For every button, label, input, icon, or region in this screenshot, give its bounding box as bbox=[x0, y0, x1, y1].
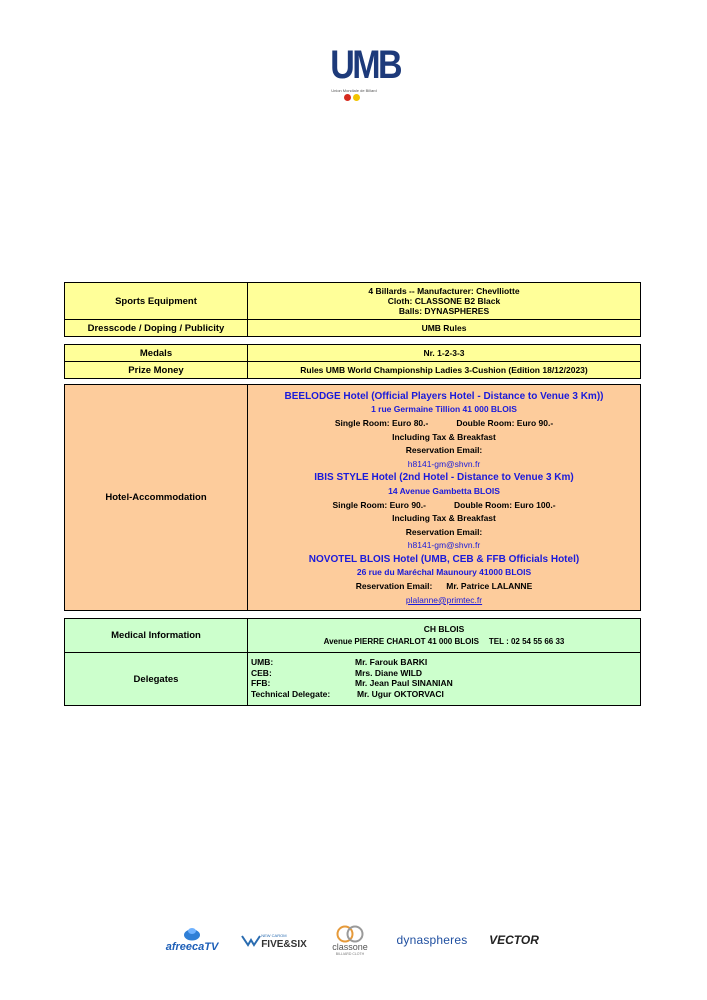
umb-logo bbox=[326, 43, 400, 102]
delegate-role: Technical Delegate: bbox=[251, 688, 331, 699]
dynaspheres-text: dynaspheres bbox=[396, 933, 468, 947]
classone-icon bbox=[334, 925, 366, 943]
hotel-1-double: Double Room: Euro 90.- bbox=[456, 417, 554, 428]
equipment-label: Sports Equipment bbox=[65, 283, 248, 320]
equipment-line-3: Balls: DYNASPHERES bbox=[398, 306, 490, 316]
delegates-list bbox=[248, 653, 641, 706]
classone-logo bbox=[322, 922, 378, 958]
hotel-3-contact: Mr. Patrice LALANNE bbox=[446, 581, 533, 592]
delegate-name: Mr. Ugur OKTORVACI bbox=[357, 688, 444, 699]
afreecatv-text: afreecaTV bbox=[165, 941, 219, 953]
logo-red-dot bbox=[344, 94, 351, 101]
medical-delegates-table bbox=[64, 618, 641, 706]
hotel-3-res-row bbox=[250, 580, 638, 594]
delegate-role: FFB: bbox=[251, 678, 271, 688]
afreecatv-logo bbox=[160, 922, 224, 958]
delegate-row bbox=[251, 668, 638, 679]
equipment-value bbox=[248, 283, 641, 320]
hotel-1-single: Single Room: Euro 80.- bbox=[334, 417, 429, 428]
hotel-1-rooms bbox=[250, 417, 638, 431]
delegate-row bbox=[251, 678, 638, 689]
equipment-line-2: Cloth: CLASSONE B2 Black bbox=[387, 296, 501, 306]
classone-sub-text: BILLIARD CLOTH bbox=[335, 951, 365, 956]
equipment-table bbox=[64, 282, 641, 337]
hotel-2-single: Single Room: Euro 90.- bbox=[332, 499, 426, 510]
logo-yellow-dot bbox=[353, 94, 360, 101]
hotel-1-address: 1 rue Germaine Tillion 41 000 BLOIS bbox=[371, 404, 517, 415]
hotel-label: Hotel-Accommodation bbox=[65, 385, 248, 611]
hotel-2-double: Double Room: Euro 100.- bbox=[453, 499, 556, 510]
hotel-3-address: 26 rue du Maréchal Maunoury 41000 BLOIS bbox=[356, 567, 532, 578]
delegate-role: CEB: bbox=[251, 667, 272, 678]
classone-text: classone bbox=[332, 941, 368, 952]
hotel-1-title: BEELODGE Hotel (Official Players Hotel - Distance to Venue 3 Km)) bbox=[284, 390, 604, 402]
medical-value bbox=[248, 619, 641, 653]
hotel-2-address: 14 Avenue Gambetta BLOIS bbox=[388, 485, 500, 496]
hotel-2-res: Reservation Email: bbox=[405, 526, 483, 537]
delegate-row bbox=[251, 657, 638, 668]
delegate-role: UMB: bbox=[251, 657, 274, 667]
medical-address-row bbox=[324, 637, 565, 646]
delegates-label: Delegates bbox=[65, 653, 248, 706]
hotel-details bbox=[248, 385, 641, 611]
fivesix-text: FIVE&SIX bbox=[261, 939, 307, 950]
hotel-3-res: Reservation Email: bbox=[355, 581, 433, 592]
vector-logo bbox=[484, 922, 544, 958]
fivesix-top-text: NEW CAROM bbox=[261, 933, 287, 938]
fivesix-logo bbox=[234, 922, 314, 958]
medical-address: Avenue PIERRE CHARLOT 41 000 BLOIS bbox=[323, 637, 479, 646]
hotel-table bbox=[64, 384, 641, 611]
prize-money-value: Rules UMB World Championship Ladies 3-Cushion (Edition 18/12/2023) bbox=[248, 362, 641, 379]
hotel-3-title: NOVOTEL BLOIS Hotel (UMB, CEB & FFB Officials Hotel) bbox=[308, 553, 580, 565]
equipment-line-1: 4 Billards -- Manufacturer: Chevlliotte bbox=[368, 286, 520, 296]
dresscode-label: Dresscode / Doping / Publicity bbox=[65, 320, 248, 337]
hotel-1-email[interactable]: h8141-gm@shvn.fr bbox=[407, 458, 481, 469]
hotel-2-title: IBIS STYLE Hotel (2nd Hotel - Distance to Venue 3 Km) bbox=[314, 472, 574, 484]
medals-value: Nr. 1-2-3-3 bbox=[248, 345, 641, 362]
delegate-name: Mrs. Diane WILD bbox=[355, 667, 423, 678]
hotel-2-email[interactable]: h8141-gm@shvn.fr bbox=[407, 540, 481, 551]
dresscode-value: UMB Rules bbox=[248, 320, 641, 337]
medical-name: CH BLOIS bbox=[423, 624, 465, 634]
delegate-row bbox=[251, 689, 638, 700]
sponsor-logos bbox=[160, 922, 550, 958]
umb-logo-text: UMB bbox=[330, 43, 400, 87]
afreecatv-icon bbox=[183, 927, 201, 941]
prize-money-label: Prize Money bbox=[65, 362, 248, 379]
medals-table bbox=[64, 344, 641, 379]
hotel-1-incl: Including Tax & Breakfast bbox=[392, 431, 496, 442]
hotel-2-rooms bbox=[250, 499, 638, 513]
medical-label: Medical Information bbox=[65, 619, 248, 653]
delegate-name: Mr. Farouk BARKI bbox=[355, 657, 428, 667]
hotel-2-incl: Including Tax & Breakfast bbox=[392, 513, 496, 524]
delegate-name: Mr. Jean Paul SINANIAN bbox=[355, 678, 453, 688]
umb-logo-subtitle: Union Mondiale de Billard bbox=[331, 88, 377, 93]
hotel-3-email[interactable]: plalanne@primtec.fr bbox=[405, 594, 483, 605]
vector-text: VECTOR bbox=[489, 933, 539, 947]
dynaspheres-logo bbox=[390, 922, 474, 958]
medals-label: Medals bbox=[65, 345, 248, 362]
hotel-1-res: Reservation Email: bbox=[405, 445, 483, 456]
fivesix-icon bbox=[241, 933, 261, 947]
medical-tel: TEL : 02 54 55 66 33 bbox=[488, 637, 565, 646]
